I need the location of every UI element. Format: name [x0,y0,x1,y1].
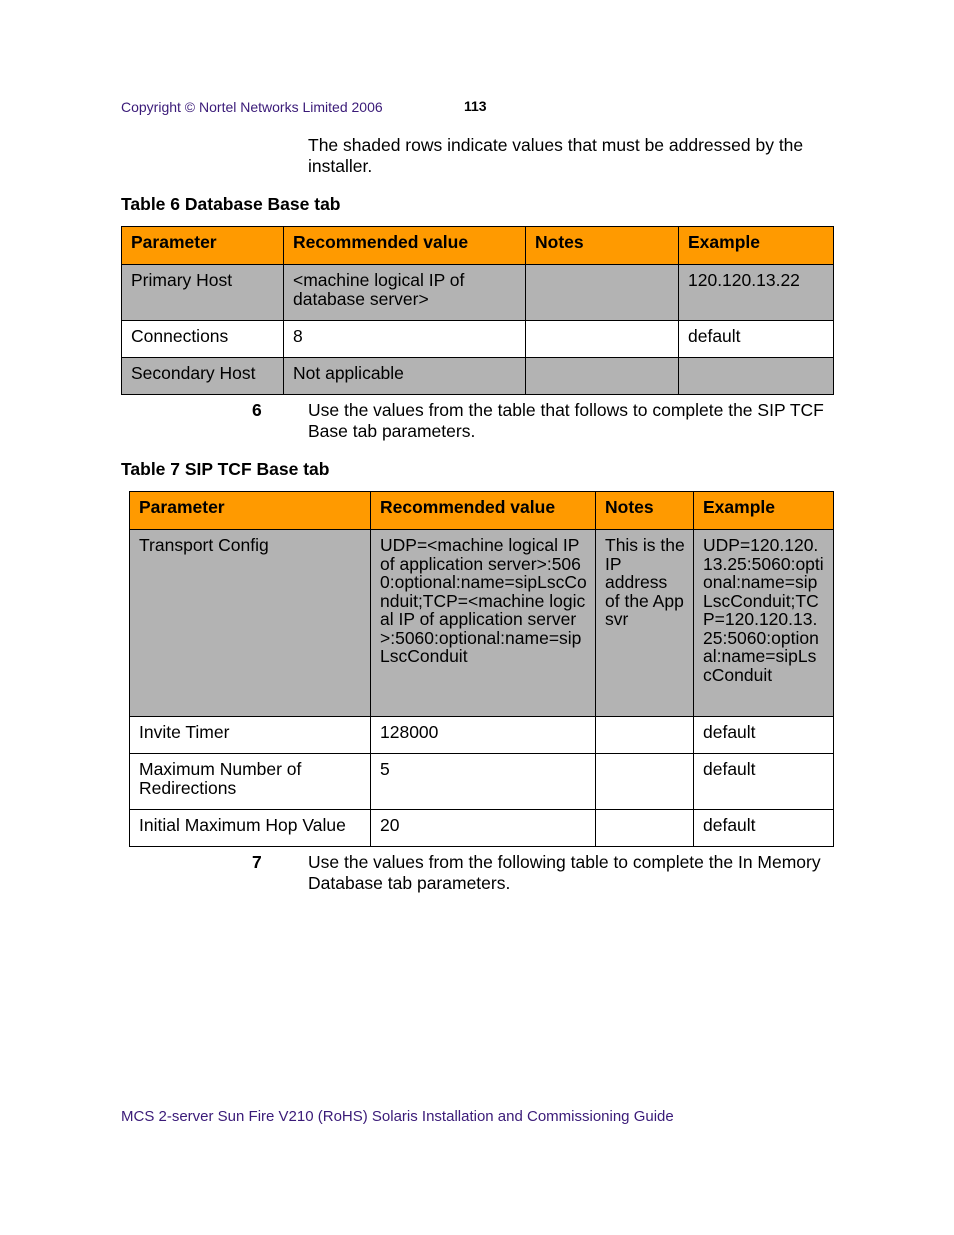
copyright-notice: Copyright © Nortel Networks Limited 2006 [121,99,383,115]
cell: This is the IP address of the App svr [596,530,694,717]
cell: Maximum Number of Redirections [130,754,371,810]
cell: Invite Timer [130,717,371,754]
cell: <machine logical IP of database server> [284,265,526,321]
cell [596,717,694,754]
cell: 8 [284,321,526,358]
cell: 5 [371,754,596,810]
cell: Transport Config [130,530,371,717]
table-header-row [130,492,834,530]
cell: UDP=120.120.13.25:5060:optional:name=sipLscConduit;TCP=120.120.13.25:5060:optional:name=sipLscConduit [694,530,834,717]
table-row [122,358,834,395]
cell [596,810,694,847]
cell: UDP=<machine logical IP of application server>:5060:optional:name=sipLscConduit;TCP=<machine logical IP of application server>:5060:optional:name=sipLscConduit [371,530,596,717]
header-parameter: Parameter [122,227,284,265]
cell: Secondary Host [122,358,284,395]
table-row [122,265,834,321]
table-row [130,717,834,754]
cell: Primary Host [122,265,284,321]
cell [526,321,679,358]
cell [596,754,694,810]
table-row [130,810,834,847]
cell: default [694,717,834,754]
page-number: 113 [464,98,487,114]
table7-caption: Table 7 SIP TCF Base tab [121,459,330,479]
table-header-row [122,227,834,265]
cell: default [679,321,834,358]
cell: Connections [122,321,284,358]
header-notes: Notes [596,492,694,530]
table-row [130,530,834,717]
cell [526,265,679,321]
cell: 20 [371,810,596,847]
header-parameter: Parameter [130,492,371,530]
table-row [122,321,834,358]
cell [679,358,834,395]
database-base-table [121,226,834,395]
header-recommended-value: Recommended value [284,227,526,265]
table-row [130,754,834,810]
step-6-number: 6 [252,400,262,420]
intro-paragraph: The shaded rows indicate values that must be addressed by the installer. [308,135,804,176]
step-7-text: Use the values from the following table to complete the In Memory Database tab parameters. [308,852,821,893]
header-example: Example [694,492,834,530]
cell [526,358,679,395]
cell: 128000 [371,717,596,754]
table6-caption: Table 6 Database Base tab [121,194,341,214]
header-recommended-value: Recommended value [371,492,596,530]
header-example: Example [679,227,834,265]
header-notes: Notes [526,227,679,265]
cell: 120.120.13.22 [679,265,834,321]
cell: Not applicable [284,358,526,395]
step-6-text: Use the values from the table that follows to complete the SIP TCF Base tab parameters. [308,400,824,441]
cell: Initial Maximum Hop Value [130,810,371,847]
sip-tcf-base-table [129,491,834,847]
cell: default [694,754,834,810]
cell: default [694,810,834,847]
step-7-number: 7 [252,852,262,872]
document-footer: MCS 2-server Sun Fire V210 (RoHS) Solaris Installation and Commissioning Guide [121,1108,674,1125]
